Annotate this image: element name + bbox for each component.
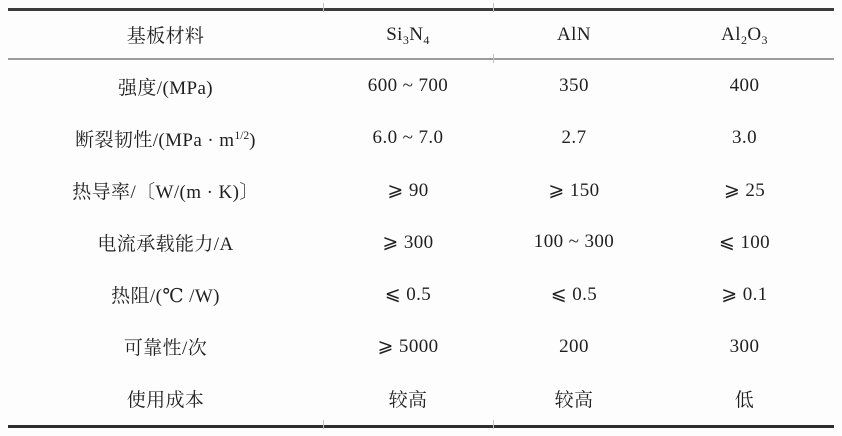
row-label: 可靠性/次	[123, 338, 208, 360]
cell-value: 300	[729, 335, 760, 357]
cell-value: 较高	[554, 390, 594, 412]
scan-tick	[493, 3, 494, 12]
cell-value: ⩾ 25	[723, 179, 766, 201]
cell-value: ⩾ 5000	[377, 336, 439, 358]
cell-value: 低	[734, 390, 755, 412]
row-label: 热阻/(℃ /W)	[111, 286, 220, 308]
row-label: 断裂韧性$/(MPa \cdot m^{1/2})$	[75, 129, 256, 151]
table-row-strength	[8, 60, 834, 112]
header-row	[8, 11, 834, 58]
formula-si3n4: $Si_3N_4$	[386, 23, 430, 47]
table-row-thermal-conductivity	[8, 164, 834, 216]
cell-value: 600 ~ 700	[367, 75, 449, 97]
formula-al2o3: $Al_2O_3$	[721, 23, 768, 47]
header-cell-aln	[493, 11, 655, 58]
header-cell-si3n4	[323, 11, 493, 58]
table-row-current-capacity	[8, 216, 834, 268]
cell-value: ⩽ 0.5	[550, 284, 598, 306]
cell-value: 2.7	[561, 127, 587, 149]
cell-value: 较高	[388, 390, 428, 412]
cell-value: 3.0	[732, 127, 757, 149]
header-cell-al2o3	[655, 11, 834, 58]
scan-tick	[323, 3, 324, 12]
row-label: 强度/(MPa)	[117, 77, 214, 99]
formula-aln: AlN	[557, 23, 591, 45]
cell-value: ⩾ 300	[382, 231, 434, 253]
bottom-rule	[8, 425, 834, 428]
table-row-reliability	[8, 321, 834, 373]
cell-value: ⩽ 100	[718, 231, 771, 253]
table-row-fracture-toughness	[8, 112, 834, 164]
header-cell-material-label	[8, 11, 323, 58]
cell-value: ⩽ 0.5	[384, 284, 432, 306]
row-label: 热导率/〔W/(m · K)〕	[72, 181, 259, 203]
cell-value: 200	[559, 335, 589, 357]
cell-value: ⩾ 90	[387, 179, 429, 201]
cell-value: ⩾ 0.1	[721, 284, 768, 306]
header-label: 基板材料	[126, 26, 205, 47]
scan-tick	[493, 420, 494, 429]
cell-value: 100 ~ 300	[533, 231, 615, 253]
cell-value: 6.0 ~ 7.0	[372, 127, 444, 149]
cell-value: 400	[729, 75, 760, 97]
row-label: 使用成本	[126, 390, 205, 412]
cell-value: 350	[559, 75, 589, 97]
scan-tick	[323, 420, 324, 429]
scan-tick	[493, 54, 494, 63]
table-row-thermal-resistance	[8, 269, 834, 321]
row-label: 电流承载能力/A	[97, 233, 234, 255]
cell-value: ⩾ 150	[548, 179, 600, 201]
table-row-cost	[8, 373, 834, 425]
